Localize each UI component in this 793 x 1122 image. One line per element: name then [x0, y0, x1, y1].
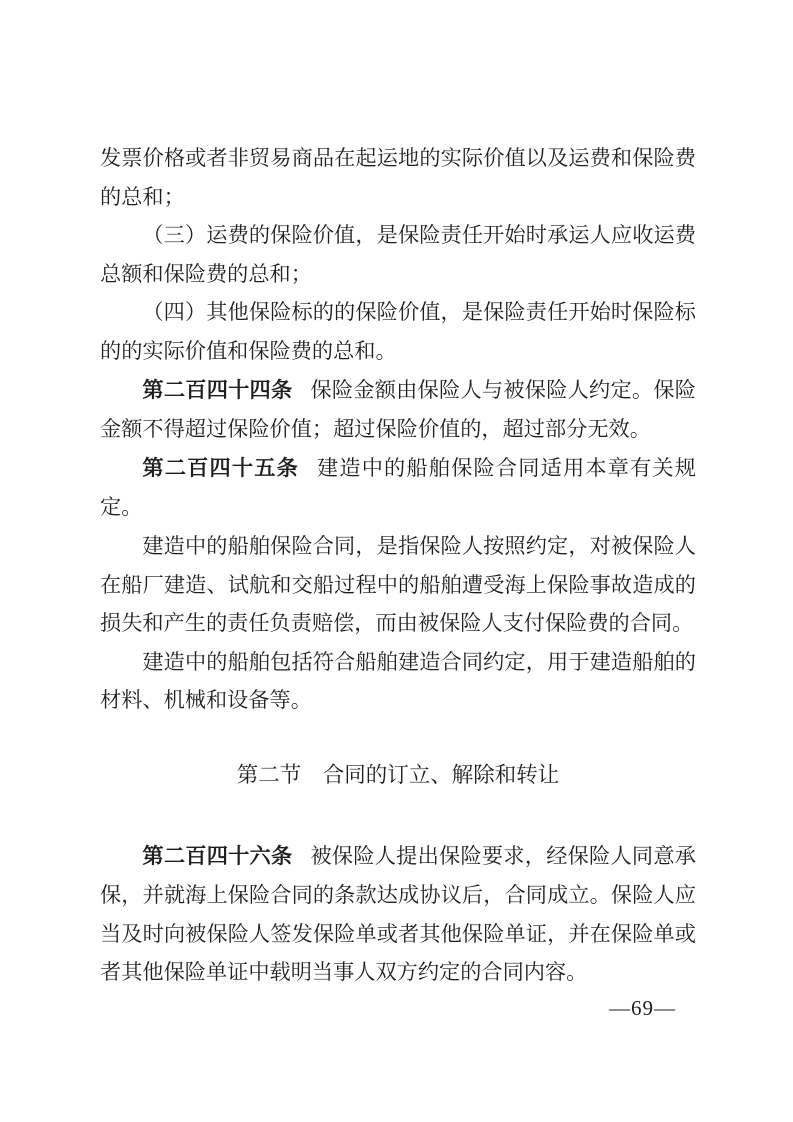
paragraph-text: 建造中的船舶包括符合船舶建造合同约定，用于建造船舶的材料、机械和设备等。 — [100, 649, 696, 713]
paragraph-text: 建造中的船舶保险合同适用本章有关规定。 — [100, 455, 696, 520]
paragraph — [100, 293, 696, 370]
document-body — [100, 139, 696, 992]
article-number: 第二百四十四条 — [142, 378, 293, 402]
article-number: 第二百四十六条 — [142, 844, 293, 868]
page-number: —69— — [609, 996, 676, 1020]
paragraph-text: 被保险人提出保险要求，经保险人同意承保，并就海上保险合同的条款达成协议后，合同成立。保险人应当及时向被保险人签发保险单或者其他保险单证，并在保险单或者其他保险单证中载明当事人双方约定的合同内容。 — [100, 843, 696, 985]
paragraph — [100, 527, 696, 643]
paragraph-text: 发票价格或者非贸易商品在起运地的实际价值以及运费和保险费的总和； — [100, 146, 696, 209]
paragraph-text: 保险金额由保险人与被保险人约定。保险金额不得超过保险价值；超过保险价值的，超过部分无效。 — [100, 377, 696, 442]
page-footer — [100, 993, 696, 1023]
section-number: 第二节 — [236, 762, 302, 787]
section-heading — [100, 756, 696, 795]
section-title: 合同的订立、解除和转让 — [322, 762, 560, 787]
article-paragraph — [100, 371, 696, 449]
article-paragraph — [100, 837, 696, 992]
paragraph-text: 建造中的船舶保险合同，是指保险人按照约定，对被保险人在船厂建造、试航和交船过程中的船舶遭受海上保险事故造成的损失和产生的责任负责赔偿，而由被保险人支付保险费的合同。 — [100, 533, 696, 636]
paragraph-text: （四）其他保险标的的保险价值，是保险责任开始时保险标的的实际价值和保险费的总和。 — [100, 300, 696, 363]
paragraph — [100, 216, 696, 293]
paragraph — [100, 139, 696, 216]
paragraph — [100, 643, 696, 720]
article-number: 第二百四十五条 — [142, 456, 299, 480]
paragraph-text: （三）运费的保险价值，是保险责任开始时承运人应收运费总额和保险费的总和； — [100, 223, 696, 286]
article-paragraph — [100, 449, 696, 527]
